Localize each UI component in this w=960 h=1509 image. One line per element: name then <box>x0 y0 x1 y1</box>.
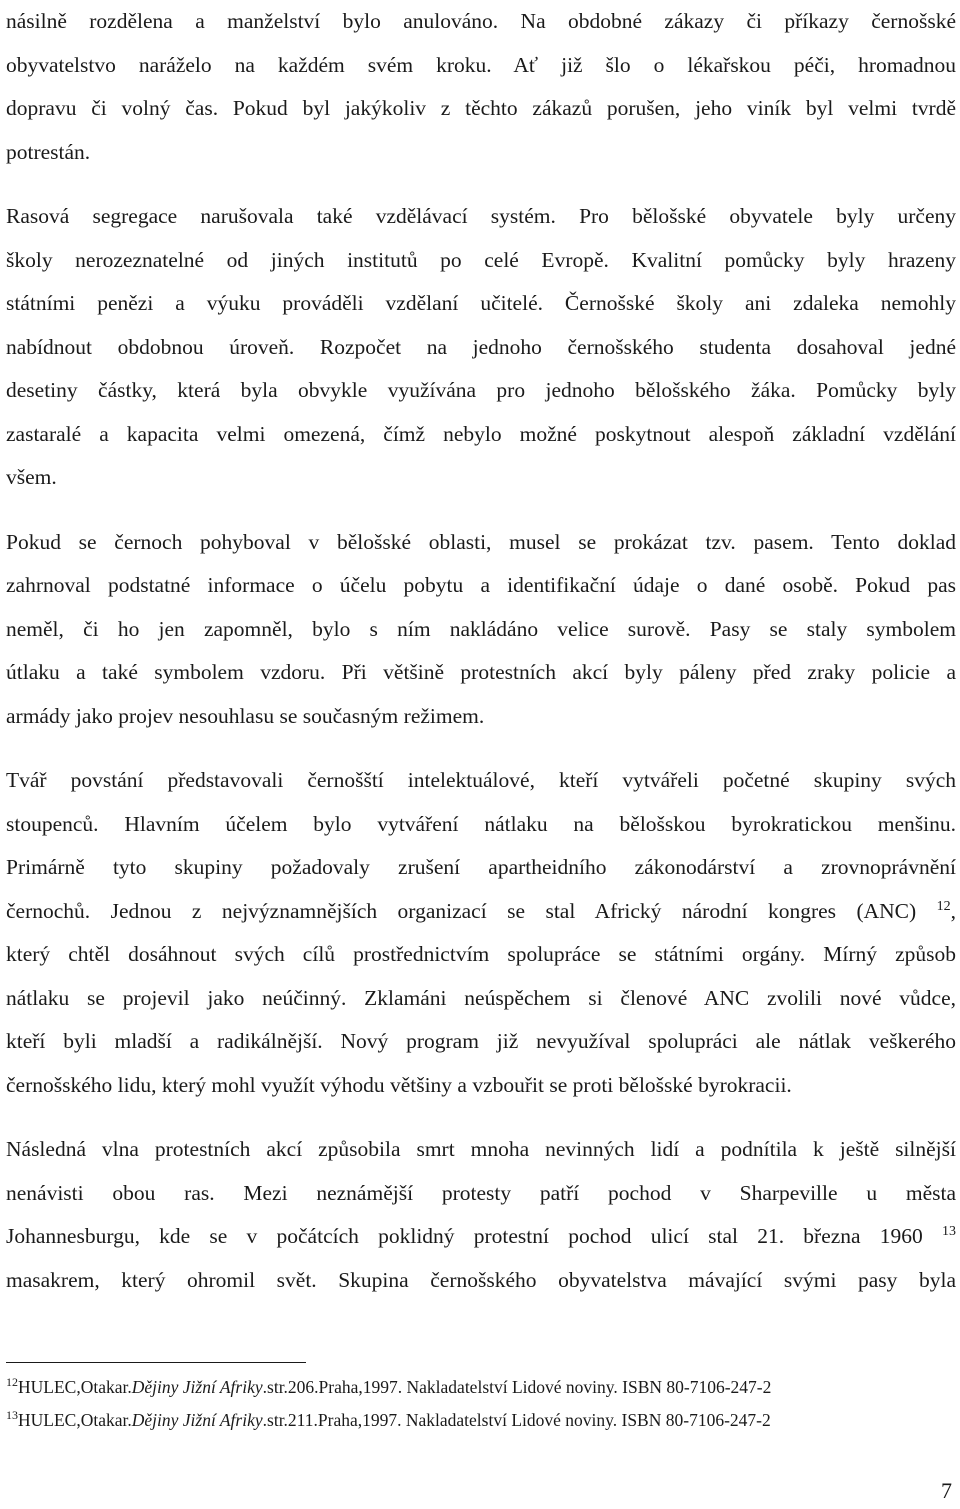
text-line: obyvatelstvo naráželo na každém svém kroku. Ať již šlo o lékařskou péči, hromadnou <box>6 52 956 77</box>
footnote-number: 12 <box>6 1375 18 1390</box>
footnote-ref-13[interactable]: 13 <box>942 1223 957 1239</box>
footnote-title: Dějiny Jižní Afriky <box>131 1377 263 1397</box>
punctuation: , <box>950 898 956 923</box>
text-line: nenávisti obou ras. Mezi neznámější protesty patří pochod v Sharpeville u města <box>6 1180 956 1205</box>
text-line: černošského lidu, který mohl využít výhodu většiny a vzbouřit se proti bělošské byrokracii. <box>6 1072 792 1097</box>
text-line: zahrnoval podstatné informace o účelu pobytu a identifikační údaje o dané osobě. Pokud pas <box>6 573 956 597</box>
text-line: Následná vlna protestních akcí způsobila smrt mnoha nevinných lidí a podnítila k ještě silnější <box>6 1137 956 1161</box>
text-line: Tvář povstání představovali černošští intelektuálové, kteří vytvářeli početné skupiny svých <box>6 768 956 792</box>
paragraph-4 <box>6 759 956 1107</box>
footnote-author: HULEC,Otakar. <box>18 1377 132 1397</box>
footnote-ref-12[interactable]: 12 <box>936 898 951 914</box>
footnote-details: .str.211.Praha,1997. Nakladatelství Lidové noviny. ISBN 80-7106-247-2 <box>262 1410 771 1430</box>
text-segment: Johannesburgu, kde se v počátcích poklidný protestní pochod ulicí stal 21. března 1960 <box>6 1224 923 1248</box>
page-number: 7 <box>941 1478 952 1503</box>
text-line: armády jako projev nesouhlasu se současným režimem. <box>6 703 485 728</box>
text-line: zastaralé a kapacita velmi omezená, čímž nebylo možné poskytnout alespoň základní vzdělání <box>6 421 956 446</box>
footnote-author: HULEC,Otakar. <box>18 1410 132 1430</box>
footnote-details: .str.206.Praha,1997. Nakladatelství Lidové noviny. ISBN 80-7106-247-2 <box>262 1377 772 1397</box>
text-line: neměl, či ho jen zapomněl, bylo s ním nakládáno velice surově. Pasy se staly symbolem <box>6 616 956 641</box>
paragraph-3 <box>6 521 956 739</box>
text-line: útlaku a také symbolem vzdoru. Při většině protestních akcí byly páleny před zraky policie a <box>6 660 956 684</box>
text-line: Pokud se černoch pohyboval v bělošské oblasti, musel se prokázat tzv. pasem. Tento doklad <box>6 529 956 554</box>
footnote-title: Dějiny Jižní Afriky <box>131 1410 263 1430</box>
text-line: desetiny částky, která byla obvykle využívána pro jednoho bělošského žáka. Pomůcky byly <box>6 378 956 402</box>
footnote-number: 13 <box>6 1408 18 1423</box>
text-line-with-footnote <box>6 890 956 934</box>
text-line: nabídnout obdobnou úroveň. Rozpočet na jednoho černošského studenta dosahoval jedné <box>6 334 956 359</box>
text-line-with-footnote <box>6 1215 956 1259</box>
text-line: masakrem, který ohromil svět. Skupina černošského obyvatelstva mávající svými pasy byla <box>6 1267 956 1292</box>
text-line: násilně rozdělena a manželství bylo anulováno. Na obdobné zákazy či příkazy černošské <box>6 9 956 33</box>
text-line: státními penězi a výuku prováděli vzdělaní učitelé. Černošské školy ani zdaleka nemohly <box>6 291 956 315</box>
text-line: kteří byli mladší a radikálnější. Nový program již nevyužíval spolupráci ale nátlak veškerého <box>6 1029 956 1053</box>
text-line: všem. <box>6 465 57 489</box>
paragraph-2 <box>6 195 956 500</box>
document-body <box>6 0 956 1302</box>
footnotes <box>6 1362 956 1437</box>
text-line: nátlaku se projevil jako neúčinný. Zklamáni neúspěchem si členové ANC zvolili nové vůdce, <box>6 985 956 1010</box>
text-segment: černochů. Jednou z nejvýznamnějších organizací se stal Africký národní kongres (ANC) <box>6 898 917 923</box>
text-line: dopravu či volný čas. Pokud byl jakýkoliv z těchto zákazů porušen, jeho viník byl velmi tvrdě <box>6 96 956 120</box>
footnote-13 <box>6 1404 956 1437</box>
text-line: Primárně tyto skupiny požadovaly zrušení apartheidního zákonodárství a zrovnoprávnění <box>6 855 956 879</box>
footnote-separator <box>6 1362 306 1363</box>
text-line: školy nerozeznatelné od jiných institutů po celé Evropě. Kvalitní pomůcky byly hrazeny <box>6 247 956 272</box>
footnote-12 <box>6 1371 956 1404</box>
text-line: který chtěl dosáhnout svých cílů prostřednictvím spolupráce se státními orgány. Mírný způsob <box>6 942 956 966</box>
paragraph-1 <box>6 0 956 174</box>
text-line: stoupenců. Hlavním účelem bylo vytváření nátlaku na bělošskou byrokratickou menšinu. <box>6 811 956 836</box>
paragraph-5 <box>6 1128 956 1302</box>
text-line: potrestán. <box>6 139 91 164</box>
text-line: Rasová segregace narušovala také vzdělávací systém. Pro bělošské obyvatele byly určeny <box>6 204 956 228</box>
